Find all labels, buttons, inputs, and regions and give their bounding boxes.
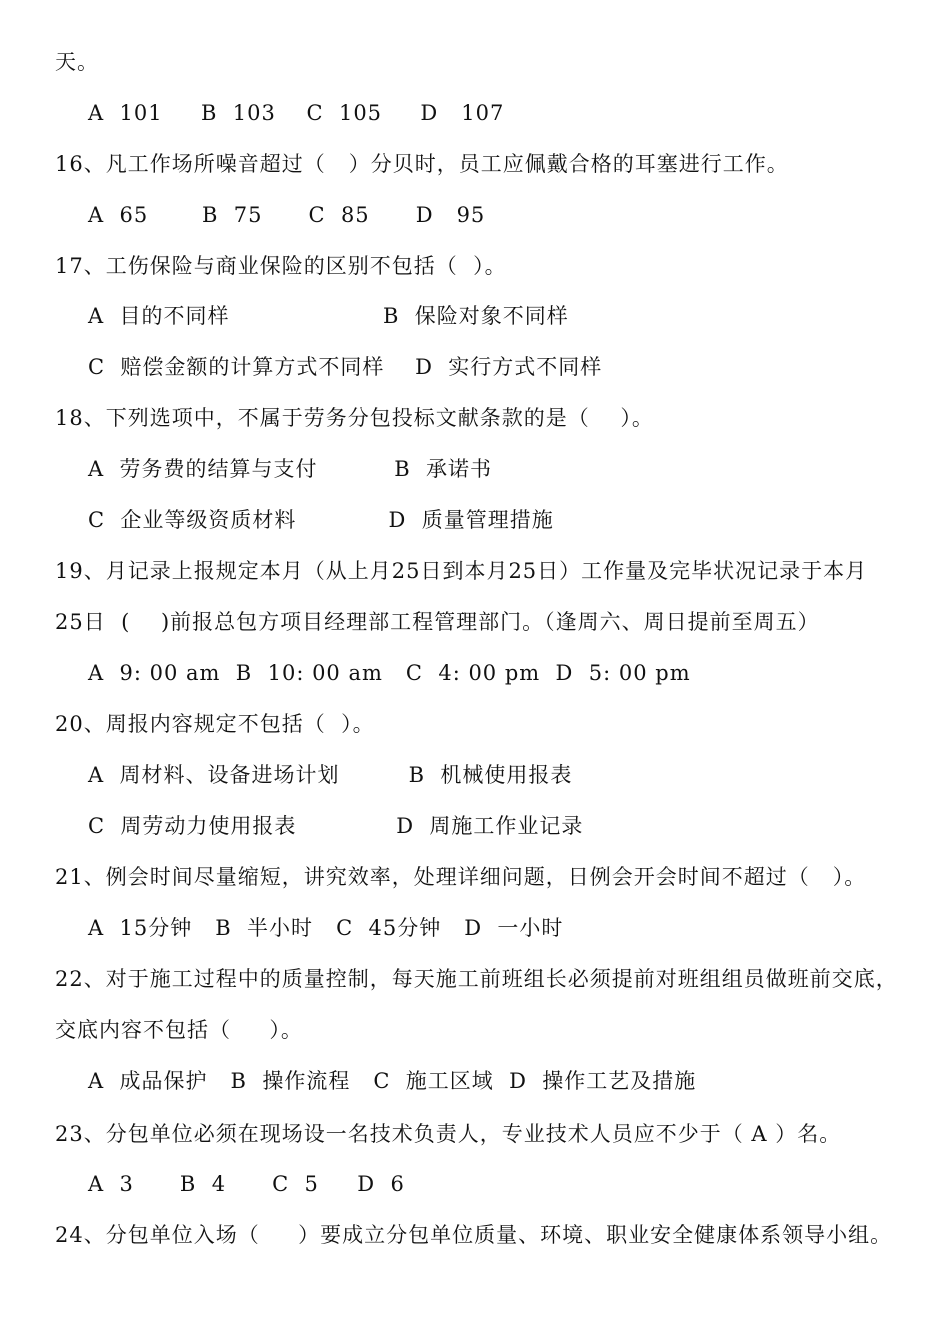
question-22-line-2: 交底内容不包括（ ）。 [55, 1018, 303, 1042]
question-22-line-1: 22、对于施工过程中的质量控制，每天施工前班组长必须提前对班组组员做班前交底， [55, 967, 898, 991]
question-23: 23、分包单位必须在现场设一名技术负责人，专业技术人员应不少于（ A ）名。 [55, 1122, 842, 1146]
question-20: 20、周报内容规定不包括（ ）。 [55, 712, 375, 736]
question-21: 21、例会时间尽量缩短，讲究效率，处理详细问题，日例会开会时间不超过（ ）。 [55, 865, 867, 889]
question-24: 24、分包单位入场（ ）要成立分包单位质量、环境、职业安全健康体系领导小组。 [55, 1223, 893, 1247]
options-line-q23: A 3 B 4 C 5 D 6 [88, 1172, 405, 1196]
options-line-q22: A 成品保护 B 操作流程 C 施工区域 D 操作工艺及措施 [88, 1069, 697, 1093]
question-19-line-1: 19、月记录上报规定本月（从上月25日到本月25日）工作量及完毕状况记录于本月 [55, 559, 868, 583]
options-line-q20-cd: C 周劳动力使用报表 D 周施工作业记录 [88, 814, 584, 838]
options-line-q17-cd: C 赔偿金额的计算方式不同样 D 实行方式不同样 [88, 355, 603, 379]
question-16: 16、凡工作场所噪音超过（ ）分贝时，员工应佩戴合格的耳塞进行工作。 [55, 152, 789, 176]
options-line-q17-ab: A 目的不同样 B 保险对象不同样 [88, 304, 569, 328]
question-19-line-2: 25日 ( )前报总包方项目经理部工程管理部门。（逢周六、周日提前至周五） [55, 610, 820, 634]
text-line: 天。 [55, 50, 99, 74]
options-line-q20-ab: A 周材料、设备进场计划 B 机械使用报表 [88, 763, 573, 787]
question-17: 17、工伤保险与商业保险的区别不包括（ ）。 [55, 254, 507, 278]
options-line-q18-ab: A 劳务费的结算与支付 B 承诺书 [88, 457, 493, 481]
options-line-q15: A 101 B 103 C 105 D 107 [88, 101, 505, 125]
options-line-q21: A 15分钟 B 半小时 C 45分钟 D 一小时 [88, 916, 564, 940]
options-line-q16: A 65 B 75 C 85 D 95 [88, 203, 486, 227]
options-line-q19: A 9: 00 am B 10: 00 am C 4: 00 pm D 5: 00 pm [88, 661, 691, 685]
options-line-q18-cd: C 企业等级资质材料 D 质量管理措施 [88, 508, 554, 532]
question-18: 18、下列选项中，不属于劳务分包投标文献条款的是（ ）。 [55, 406, 654, 430]
